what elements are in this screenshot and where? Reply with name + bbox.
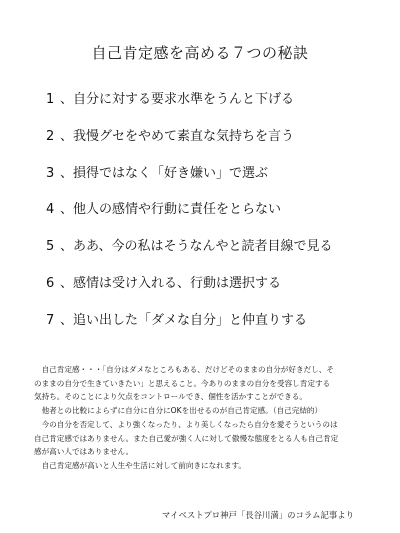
paragraph-line: 今の自分を否定して、より強くなったり、より美しくなったら自分を愛そうというのは: [34, 419, 338, 429]
item-text: 、追い出した「ダメな自分」と仲直りする: [60, 312, 308, 328]
source-credit: マイベストプロ神戸「長谷川満」のコラム記事より: [161, 510, 354, 520]
item-number: 3: [46, 165, 55, 181]
item-number: 4: [46, 202, 55, 218]
item-text: 、損得ではなく「好き嫌い」で選ぶ: [60, 165, 269, 181]
item-number: 7: [46, 312, 55, 328]
item-text: 、感情は受け入れる、行動は選択する: [60, 275, 282, 291]
paragraph-line: 感が高い人ではありません。: [34, 447, 134, 457]
item-number: 6: [46, 275, 55, 291]
list-item: [46, 276, 386, 313]
list-item: [46, 239, 386, 276]
paragraph-line: 気持ち。そのことにより欠点をコントロールでき、個性を活かすことができる。: [34, 392, 307, 402]
item-number: 2: [46, 128, 55, 144]
paragraph-line: 自己肯定感・・・「自分はダメなところもある、だけどそのままの自分が好きだし、そ: [34, 365, 334, 374]
item-text: 、我慢グセをやめて素直な気持ちを言う: [60, 128, 295, 144]
definition-paragraph: [34, 363, 374, 473]
item-text: 、他人の感情や行動に責任をとらない: [60, 202, 282, 218]
paragraph-line: 他者との比較によらずに自分に自分にOKを出せるのが自己肯定感。（自己完結的）: [34, 406, 323, 416]
item-number: 5: [46, 239, 55, 255]
list-item: [46, 92, 386, 129]
page-title: 自己肯定感を高める７つの秘訣: [91, 44, 309, 62]
secrets-list: [46, 92, 386, 350]
paragraph-line: 自己肯定感が高いと人生や生活に対して前向きになれます。: [34, 460, 247, 470]
item-text: 、ああ、今の私はそうなんやと読者目線で見る: [60, 239, 333, 255]
list-item: [46, 166, 386, 203]
paragraph-line: のままの自分で生きていきたい」と思えること。今ありのままの自分を受容し肯定する: [34, 378, 331, 388]
list-item: [46, 202, 386, 239]
item-number: 1: [46, 92, 55, 107]
item-text: 、自分に対する要求水準をうんと下げる: [60, 92, 295, 107]
list-item: [46, 129, 386, 166]
list-item: [46, 313, 386, 350]
paragraph-line: 自己肯定感ではありません。また自己愛が強く人に対して傲慢な態度をとる人も自己肯定: [34, 433, 339, 443]
